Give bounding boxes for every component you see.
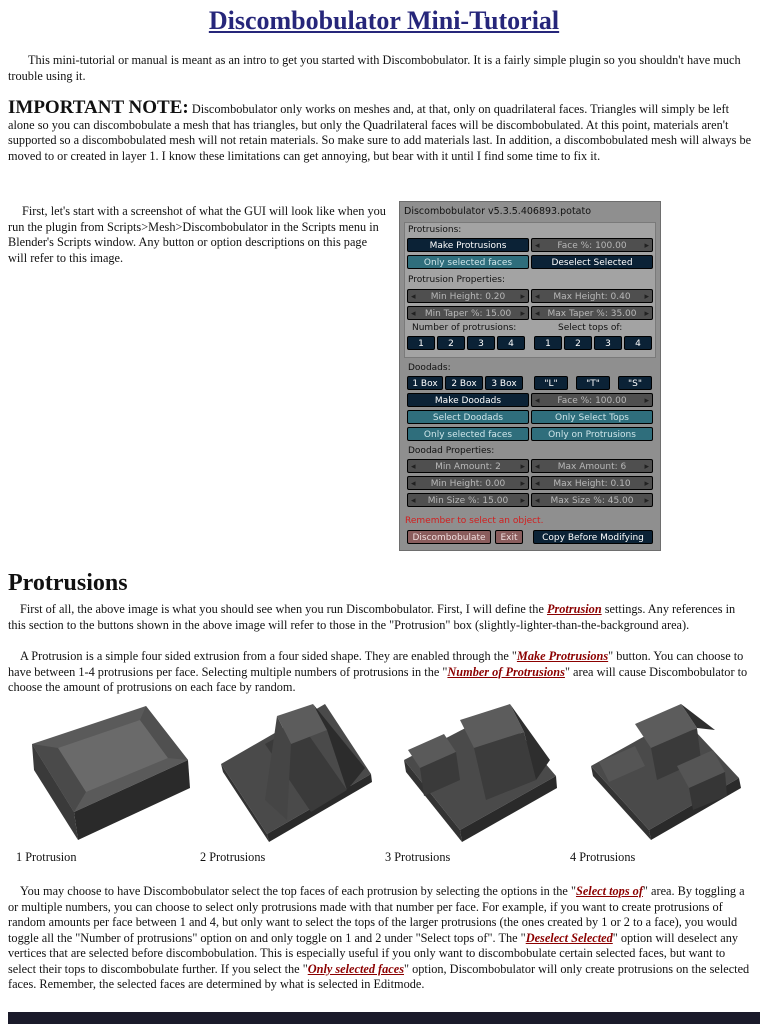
warning-text: Remember to select an object. (405, 516, 544, 526)
deselect-selected-link[interactable]: Deselect Selected (525, 930, 613, 945)
protrusions-label: Protrusions: (408, 225, 462, 235)
doodads-label: Doodads: (408, 363, 451, 373)
important-text: Discombobulator only works on meshes and, at that, only on quadrilateral faces. Triangles will simply be left alone so you can discombobulate a mesh that has triangles, but only the Quadrilateral faces will be discombobulated. At this point, materials aren't supported so a discombobulated mesh will not retain materials. So make sure to add materials last. In addition, a discombobulated mesh will always be moved to or created in layer 1. I know these limitations can get annoying, but bear with it until I find some time to fix it. (8, 102, 752, 163)
make-doodads-button[interactable]: Make Doodads (407, 393, 529, 407)
doodad-s-toggle[interactable]: "S" (618, 376, 652, 390)
min-taper-field[interactable]: ◂ Min Taper %: 15.00 ▸ (407, 306, 529, 320)
p1-text-b: settings. Any references in this section to the buttons shown in the above image will refer to those in the "Protrusion" box (slightly-lighter-than-the-background area). (8, 602, 736, 632)
p3-text-c: " option will deselect any vertices that are selected before discombobulation. This is especially useful if you only want to discombobulate certain selected faces, but want to select their tops to discombobulate further. If you select the " (8, 930, 738, 976)
number-of-protrusions-label: Number of protrusions: (412, 323, 517, 333)
copy-before-modifying-toggle[interactable]: Copy Before Modifying (533, 530, 653, 544)
face-percent-field[interactable]: ◂ Face %: 100.00 ▸ (531, 238, 653, 252)
one-protrusion-image (28, 700, 193, 845)
p1-text-a: First of all, the above image is what you should see when you run Discombobulator. First, I will define the (20, 602, 544, 616)
protrusion-link[interactable]: Protrusion (546, 602, 602, 616)
make-protrusions-button[interactable]: Make Protrusions (407, 238, 529, 252)
p3-text-b: " area. By toggling a or multiple numbers, you can choose to select only protrusions made with that number per face. For example, if you want to create protrusions of random amounts per face between 1 and 4, but only want to select the tops of the larger protrusions (the ones created by 1 or 2 to a face), you would toggle all the "Number of protrusions" option on and only toggle on 1 and 2 under "Select tops of". The " (8, 884, 745, 945)
select-tops-link[interactable]: Select tops of (575, 884, 643, 898)
page-title: Discombobulator Mini-Tutorial (208, 6, 560, 35)
max-taper-field[interactable]: ◂ Max Taper %: 35.00 ▸ (531, 306, 653, 320)
select-tops-2-toggle[interactable]: 2 (564, 336, 592, 350)
select-tops-3-toggle[interactable]: 3 (594, 336, 622, 350)
num-protrusions-2-toggle[interactable]: 2 (437, 336, 465, 350)
bottom-images-strip (8, 1012, 760, 1024)
doodad-2-box-toggle[interactable]: 2 Box (445, 376, 483, 390)
gui-screenshot (399, 201, 661, 551)
important-note (8, 97, 756, 164)
select-doodads-toggle[interactable]: Select Doodads (407, 410, 529, 424)
doodad-3-box-toggle[interactable]: 3 Box (485, 376, 523, 390)
caption-3-protrusions: 3 Protrusions (385, 850, 451, 864)
select-tops-label: Select tops of: (558, 323, 623, 333)
p3-text-a: You may choose to have Discombobulator select the top faces of each protrusion by selecting the options in the " (20, 884, 576, 898)
p2-text-a: A Protrusion is a simple four sided extrusion from a four sided shape. They are enabled through the " (20, 649, 517, 663)
gui-header: Discombobulator v5.3.5.406893.potato (404, 206, 592, 217)
make-protrusions-link[interactable]: Make Protrusions (516, 649, 609, 663)
select-tops-4-toggle[interactable]: 4 (624, 336, 652, 350)
doodad-min-height-field[interactable]: ◂ Min Height: 0.00 ▸ (407, 476, 529, 490)
only-select-tops-toggle[interactable]: Only Select Tops (531, 410, 653, 424)
four-protrusions-image (585, 700, 745, 845)
p2-text-b: " button. You can choose to have between 1-4 protrusions per face. Selecting multiple numbers of protrusions in the " (8, 649, 744, 679)
number-of-protrusions-link[interactable]: Number of Protrusions (447, 664, 565, 679)
caption-2-protrusions: 2 Protrusions (200, 850, 266, 864)
doodad-l-toggle[interactable]: "L" (534, 376, 568, 390)
protrusions-heading: Protrusions (8, 570, 128, 596)
doodad-properties-label: Doodad Properties: (408, 446, 495, 456)
doodad-face-percent-field[interactable]: ◂ Face %: 100.00 ▸ (531, 393, 653, 407)
p3-text-d: " option, Discombobulator will only create protrusions on the selected faces. Remember, the selected faces are determined by what is selected in Editmode. (8, 961, 750, 991)
min-height-field[interactable]: ◂ Min Height: 0.20 ▸ (407, 289, 529, 303)
protrusion-definition-paragraph (8, 602, 756, 633)
num-protrusions-1-toggle[interactable]: 1 (407, 336, 435, 350)
important-heading: IMPORTANT NOTE: (8, 97, 189, 118)
doodad-t-toggle[interactable]: "T" (576, 376, 610, 390)
protrusion-properties-label: Protrusion Properties: (408, 275, 505, 285)
select-tops-1-toggle[interactable]: 1 (534, 336, 562, 350)
doodad-1-box-toggle[interactable]: 1 Box (407, 376, 443, 390)
discombobulate-button[interactable]: Discombobulate (407, 530, 491, 544)
max-height-field[interactable]: ◂ Max Height: 0.40 ▸ (531, 289, 653, 303)
p2-text-c: " area will cause Discombobulator to choose the amount of protrusions on each face by random. (8, 664, 748, 694)
only-on-protrusions-toggle[interactable]: Only on Protrusions (531, 427, 653, 441)
num-protrusions-3-toggle[interactable]: 3 (467, 336, 495, 350)
doodad-max-height-field[interactable]: ◂ Max Height: 0.10 ▸ (531, 476, 653, 490)
gui-intro-paragraph: First, let's start with a screenshot of what the GUI will look like when you run the plugin from Scripts>Mesh>Discombobulator in the Scripts menu in Blender's Scripts window. Any button or option descriptions on this page will refer to this image. (8, 204, 386, 265)
deselect-selected-button[interactable]: Deselect Selected (531, 255, 653, 269)
exit-button[interactable]: Exit (495, 530, 523, 544)
max-amount-field[interactable]: ◂ Max Amount: 6 ▸ (531, 459, 653, 473)
caption-1-protrusion: 1 Protrusion (16, 850, 77, 864)
num-protrusions-4-toggle[interactable]: 4 (497, 336, 525, 350)
protrusion-description-paragraph (8, 649, 756, 696)
max-size-field[interactable]: ◂ Max Size %: 45.00 ▸ (531, 493, 653, 507)
select-tops-paragraph (8, 884, 756, 993)
intro-paragraph: This mini-tutorial or manual is meant as an intro to get you started with Discombobulator. It is a fairly simple plugin so you shouldn't have much trouble using it. (8, 53, 741, 83)
doodad-only-selected-faces-toggle[interactable]: Only selected faces (407, 427, 529, 441)
min-size-field[interactable]: ◂ Min Size %: 15.00 ▸ (407, 493, 529, 507)
min-amount-field[interactable]: ◂ Min Amount: 2 ▸ (407, 459, 529, 473)
three-protrusions-image (400, 700, 560, 845)
only-selected-faces-toggle[interactable]: Only selected faces (407, 255, 529, 269)
two-protrusions-image (215, 700, 375, 845)
caption-4-protrusions: 4 Protrusions (570, 850, 636, 864)
only-selected-faces-link[interactable]: Only selected faces (307, 961, 405, 976)
